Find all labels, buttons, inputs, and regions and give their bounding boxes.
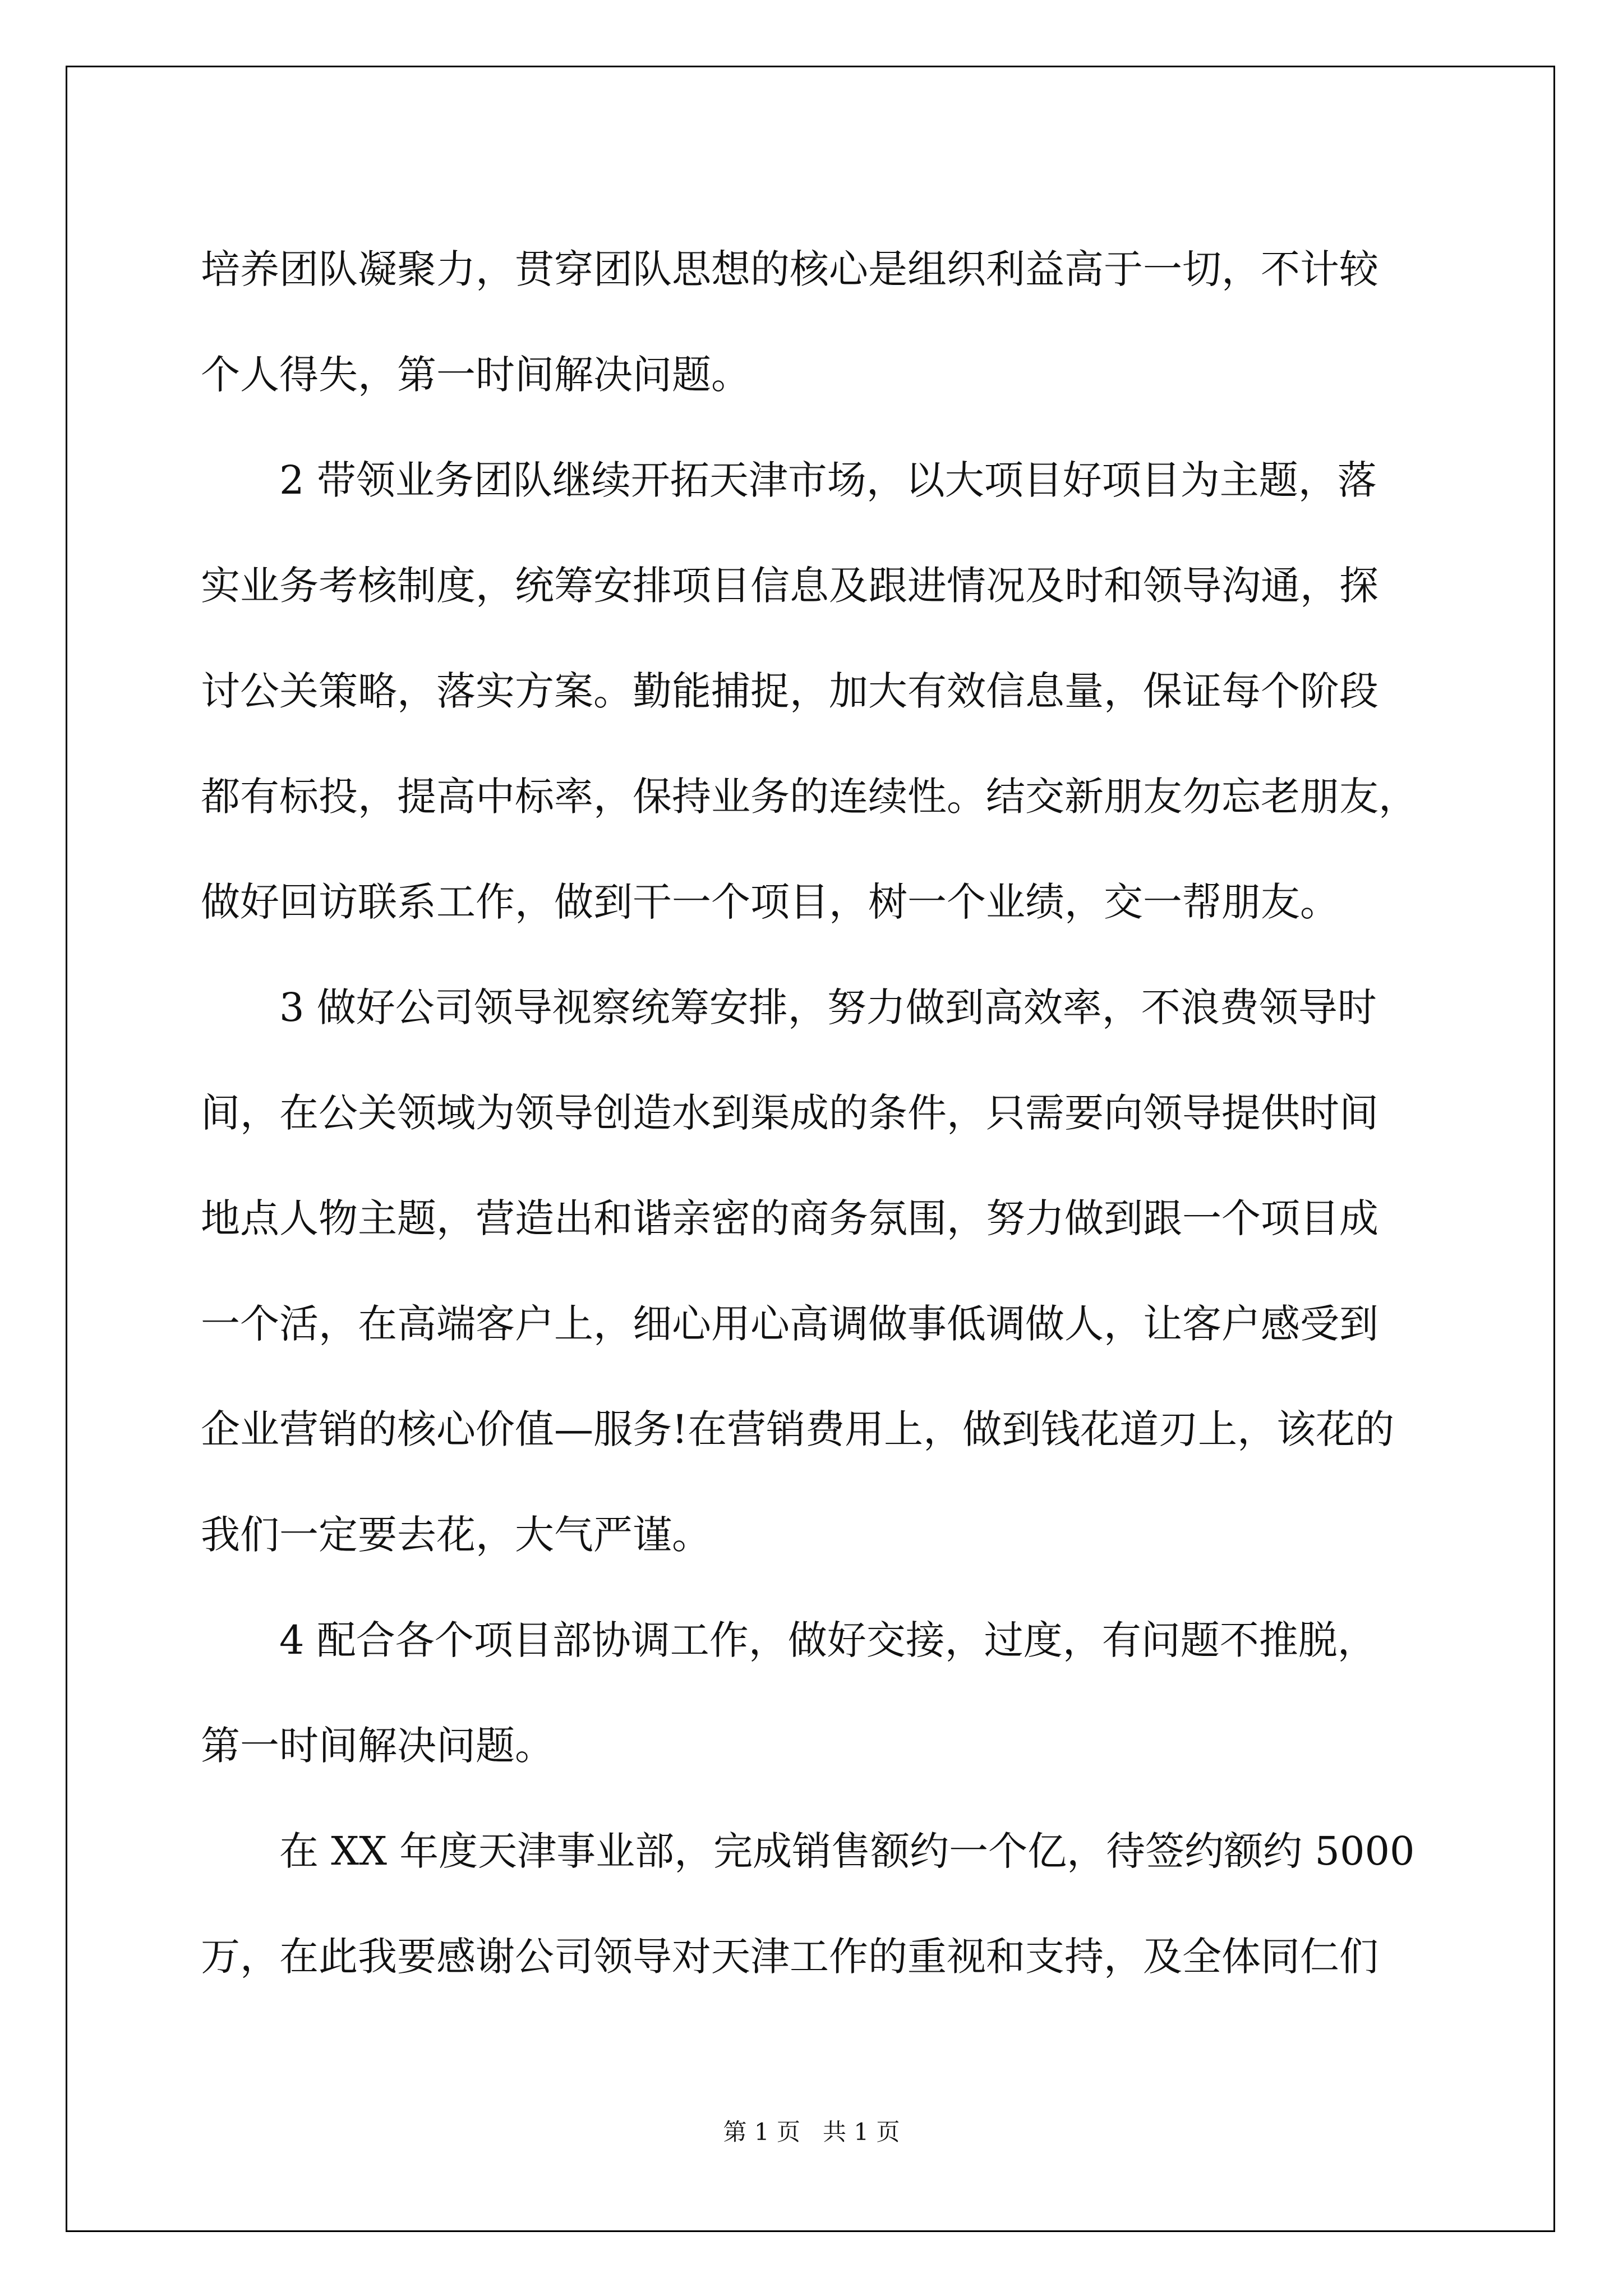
paragraph-line: 一个活，在高端客户上，细心用心高调做事低调做人，让客户感受到 (201, 1301, 1378, 1347)
paragraph-line: 4 配合各个项目部协调工作，做好交接，过度，有问题不推脱， (279, 1617, 1377, 1663)
paragraph-line: 做好回访联系工作，做到干一个项目，树一个业绩，交一帮朋友。 (201, 879, 1339, 925)
paragraph-line: 3 做好公司领导视察统筹安排，努力做到高效率，不浪费领导时 (279, 984, 1377, 1030)
paragraph-1 (201, 217, 1423, 427)
paragraph-5 (201, 1798, 1423, 2009)
paragraph-line: 第一时间解决问题。 (201, 1723, 554, 1769)
paragraph-line: 地点人物主题，营造出和谐亲密的商务氛围，努力做到跟一个项目成 (201, 1195, 1378, 1241)
page-footer: 第 1 页 共 1 页 (723, 2118, 900, 2146)
paragraph-line: 实业务考核制度，统筹安排项目信息及跟进情况及时和领导沟通，探 (201, 563, 1378, 609)
paragraph-line: 个人得失，第一时间解决问题。 (201, 352, 750, 398)
paragraph-line: 间，在公关领域为领导创造水到渠成的条件，只需要向领导提供时间 (201, 1090, 1378, 1136)
document-body (201, 217, 1423, 2009)
paragraph-line: 都有标投，提高中标率，保持业务的连续性。结交新朋友勿忘老朋友， (201, 774, 1418, 820)
paragraph-2 (201, 427, 1423, 955)
paragraph-line: 企业营销的核心价值—服务!在营销费用上，做到钱花道刃上，该花的 (201, 1406, 1395, 1452)
paragraph-line: 我们一定要去花，大气严谨。 (201, 1512, 711, 1558)
paragraph-4 (201, 1588, 1423, 1798)
paragraph-3 (201, 955, 1423, 1588)
paragraph-line: 培养团队凝聚力，贯穿团队思想的核心是组织利益高于一切，不计较 (201, 246, 1378, 292)
paragraph-line: 讨公关策略，落实方案。勤能捕捉，加大有效信息量，保证每个阶段 (201, 668, 1378, 714)
paragraph-line: 2 带领业务团队继续开拓天津市场，以大项目好项目为主题，落 (279, 457, 1377, 503)
paragraph-line: 万，在此我要感谢公司领导对天津工作的重视和支持，及全体同仁们 (201, 1934, 1378, 1980)
paragraph-line: 在 XX 年度天津事业部，完成销售额约一个亿，待签约额约 5000 (279, 1828, 1415, 1874)
